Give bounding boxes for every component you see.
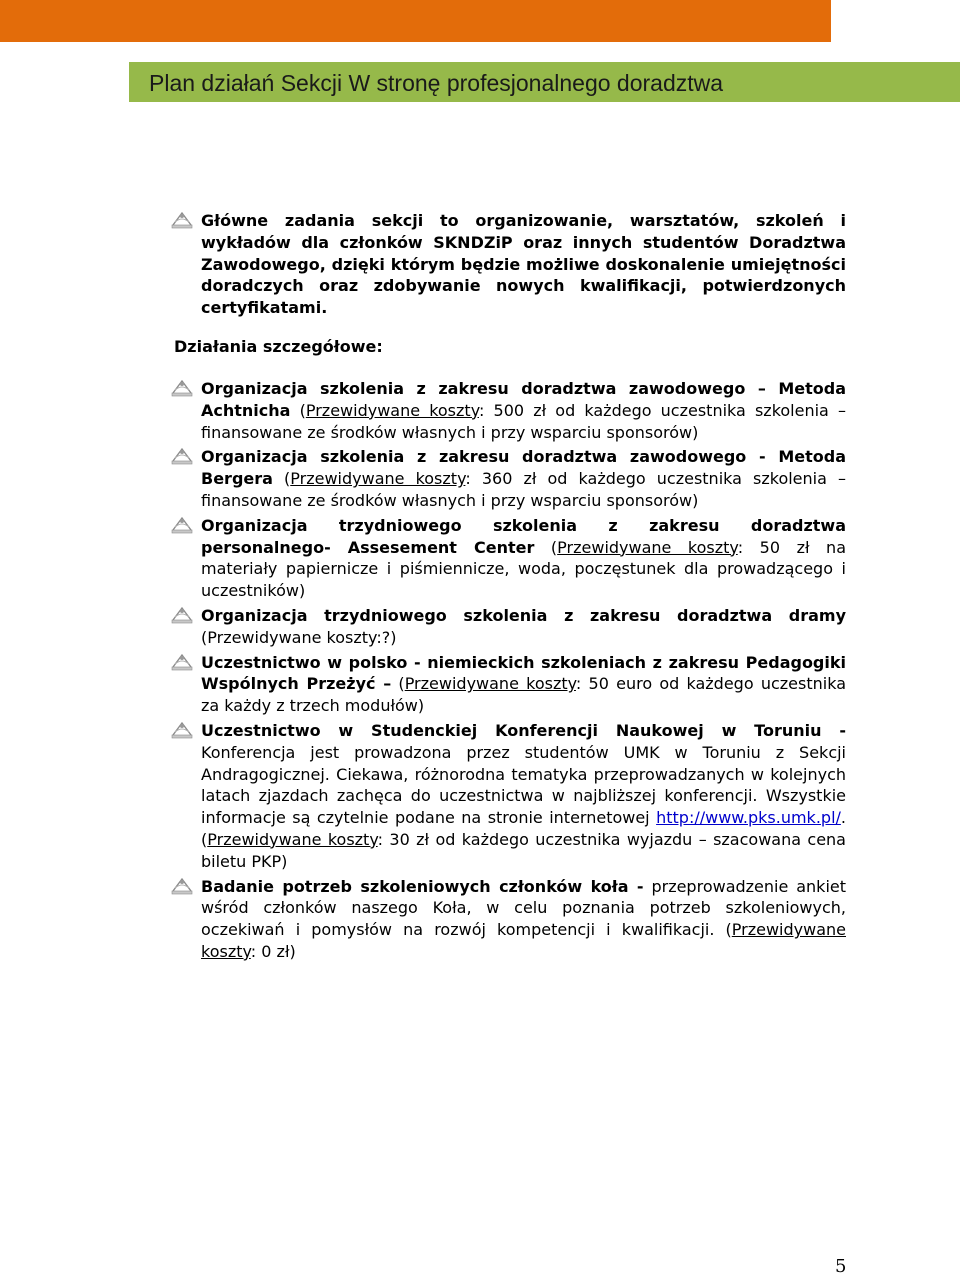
list-item: Organizacja szkolenia z zakresu doradztwa zawodowego - Metoda Bergera (Przewidywane koszty: 360 zł od każdego uczestnika szkolenia – finansowane ze środków własnych i przy wsparciu sponsorów) [170, 446, 846, 511]
list-item [170, 605, 846, 649]
cost-label: Przewidywane koszty [201, 920, 846, 961]
activities-list [170, 378, 846, 963]
section-subheading: Działania szczegółowe: [174, 336, 383, 356]
list-item: Organizacja szkolenia z zakresu doradztwa zawodowego – Metoda Achtnicha (Przewidywane koszty: 500 zł od każdego uczestnika szkolenia – finansowane ze środków własnych i przy wsparciu sponsorów) [170, 378, 846, 443]
sknd-bullet-icon [170, 652, 194, 672]
document-body [170, 210, 846, 966]
item-title: Badanie potrzeb szkoleniowych członków koła - [201, 876, 644, 896]
item-title: Organizacja trzydniowego szkolenia z zakresu doradztwa personalnego- Assesement Center [201, 515, 846, 557]
item-title: Organizacja szkolenia z zakresu doradztwa zawodowego – Metoda Achtnicha [201, 378, 846, 420]
intro-text: Główne zadania sekcji to organizowanie, warsztatów, szkoleń i wykładów dla członków SKNDZiP oraz innych studentów Doradztwa Zawodowego, dzięki którym będzie możliwe doskonalenie umiejętności doradczych oraz zdobywanie nowych kwalifikacji, potwierdzonych certyfikatami. [201, 211, 846, 318]
item-details: Konferencja jest prowadzona przez studentów UMK w Toruniu z Sekcji Andragogicznej. Ciekawa, różnorodna tematyka przeprowadzanych w kolejnych latach zjazdach zachęca do uczestnictwa w najbliższej konferencji. Wszystkie informacje są czytelnie podane na stronie internetowej [201, 742, 846, 828]
item-details: : 50 euro od każdego uczestnika za każdy z trzech modułów) [201, 674, 847, 716]
cost-label: Przewidywane koszty [305, 400, 479, 420]
item-title: Organizacja szkolenia z zakresu doradztwa zawodowego - Metoda Bergera [201, 447, 846, 489]
sknd-bullet-icon [170, 378, 194, 398]
cost-label: Przewidywane koszty [207, 829, 378, 849]
intro-paragraph [170, 210, 846, 319]
website-link[interactable]: http://www.pks.umk.pl/ [656, 808, 841, 828]
list-item: Organizacja trzydniowego szkolenia z zakresu doradztwa personalnego- Assesement Center (Przewidywane koszty: 50 zł na materiały papiernicze i piśmiennicze, woda, poczęstunek dla prowadzącego i uczestników) [170, 515, 846, 602]
item-details: : 0 zł) [250, 941, 296, 961]
item-details: : 50 zł na materiały papiernicze i piśmiennicze, woda, poczęstunek dla prowadzącego i uczestników) [201, 537, 847, 601]
page-number: 5 [835, 1256, 847, 1277]
item-title: Organizacja trzydniowego szkolenia z zakresu doradztwa dramy [201, 605, 846, 625]
sknd-bullet-icon [170, 515, 194, 535]
sknd-bullet-icon [170, 876, 194, 896]
sknd-bullet-icon [170, 720, 194, 740]
cost-label: Przewidywane koszty [404, 674, 576, 694]
item-details: : 500 zł od każdego uczestnika szkolenia – finansowane ze środków własnych i przy wsparciu sponsorów) [201, 400, 846, 442]
cost-label: Przewidywane koszty [557, 537, 738, 557]
sknd-bullet-icon [170, 210, 194, 230]
item-title: Uczestnictwo w polsko - niemieckich szkoleniach z zakresu Pedagogiki Wspólnych Przeżyć – [201, 652, 846, 694]
cost-label: Przewidywane koszty [290, 469, 466, 489]
list-item [170, 876, 846, 963]
top-accent-bar [0, 0, 831, 42]
sknd-bullet-icon [170, 605, 194, 625]
item-details: przeprowadzenie ankiet wśród członków naszego Koła, w celu poznania potrzeb szkoleniowych, oczekiwań i pomysłów na rozwój kompetencji i kwalifikacji. ( [201, 876, 847, 940]
item-details: (Przewidywane koszty:?) [201, 627, 397, 647]
item-title: Uczestnictwo w Studenckiej Konferencji Naukowej w Toruniu - [201, 720, 846, 740]
item-details: : 360 zł od każdego uczestnika szkolenia – finansowane ze środków własnych i przy wsparciu sponsorów) [201, 469, 846, 510]
list-item: Uczestnictwo w polsko - niemieckich szkoleniach z zakresu Pedagogiki Wspólnych Przeżyć – (Przewidywane koszty: 50 euro od każdego uczestnika za każdy z trzech modułów) [170, 652, 846, 717]
title-banner [129, 62, 960, 102]
sknd-bullet-icon [170, 446, 194, 466]
page-title: Plan działań Sekcji W stronę profesjonalnego doradztwa [149, 70, 724, 96]
item-details: : 30 zł od każdego uczestnika wyjazdu – szacowana cena biletu PKP) [201, 829, 846, 871]
list-item: Uczestnictwo w Studenckiej Konferencji Naukowej w Toruniu - Konferencja jest prowadzona przez studentów UMK w Toruniu z Sekcji Andragogicznej. Ciekawa, różnorodna tematyka przeprowadzanych w kolejnych latach zjazdach zachęca do uczestnictwa w najbliższej konferencji. Wszystkie informacje są czytelnie podane na stronie internetowej http://www.pks.umk.pl/. (Przewidywane koszty: 30 zł od każdego uczestnika wyjazdu – szacowana cena biletu PKP) [170, 720, 846, 873]
